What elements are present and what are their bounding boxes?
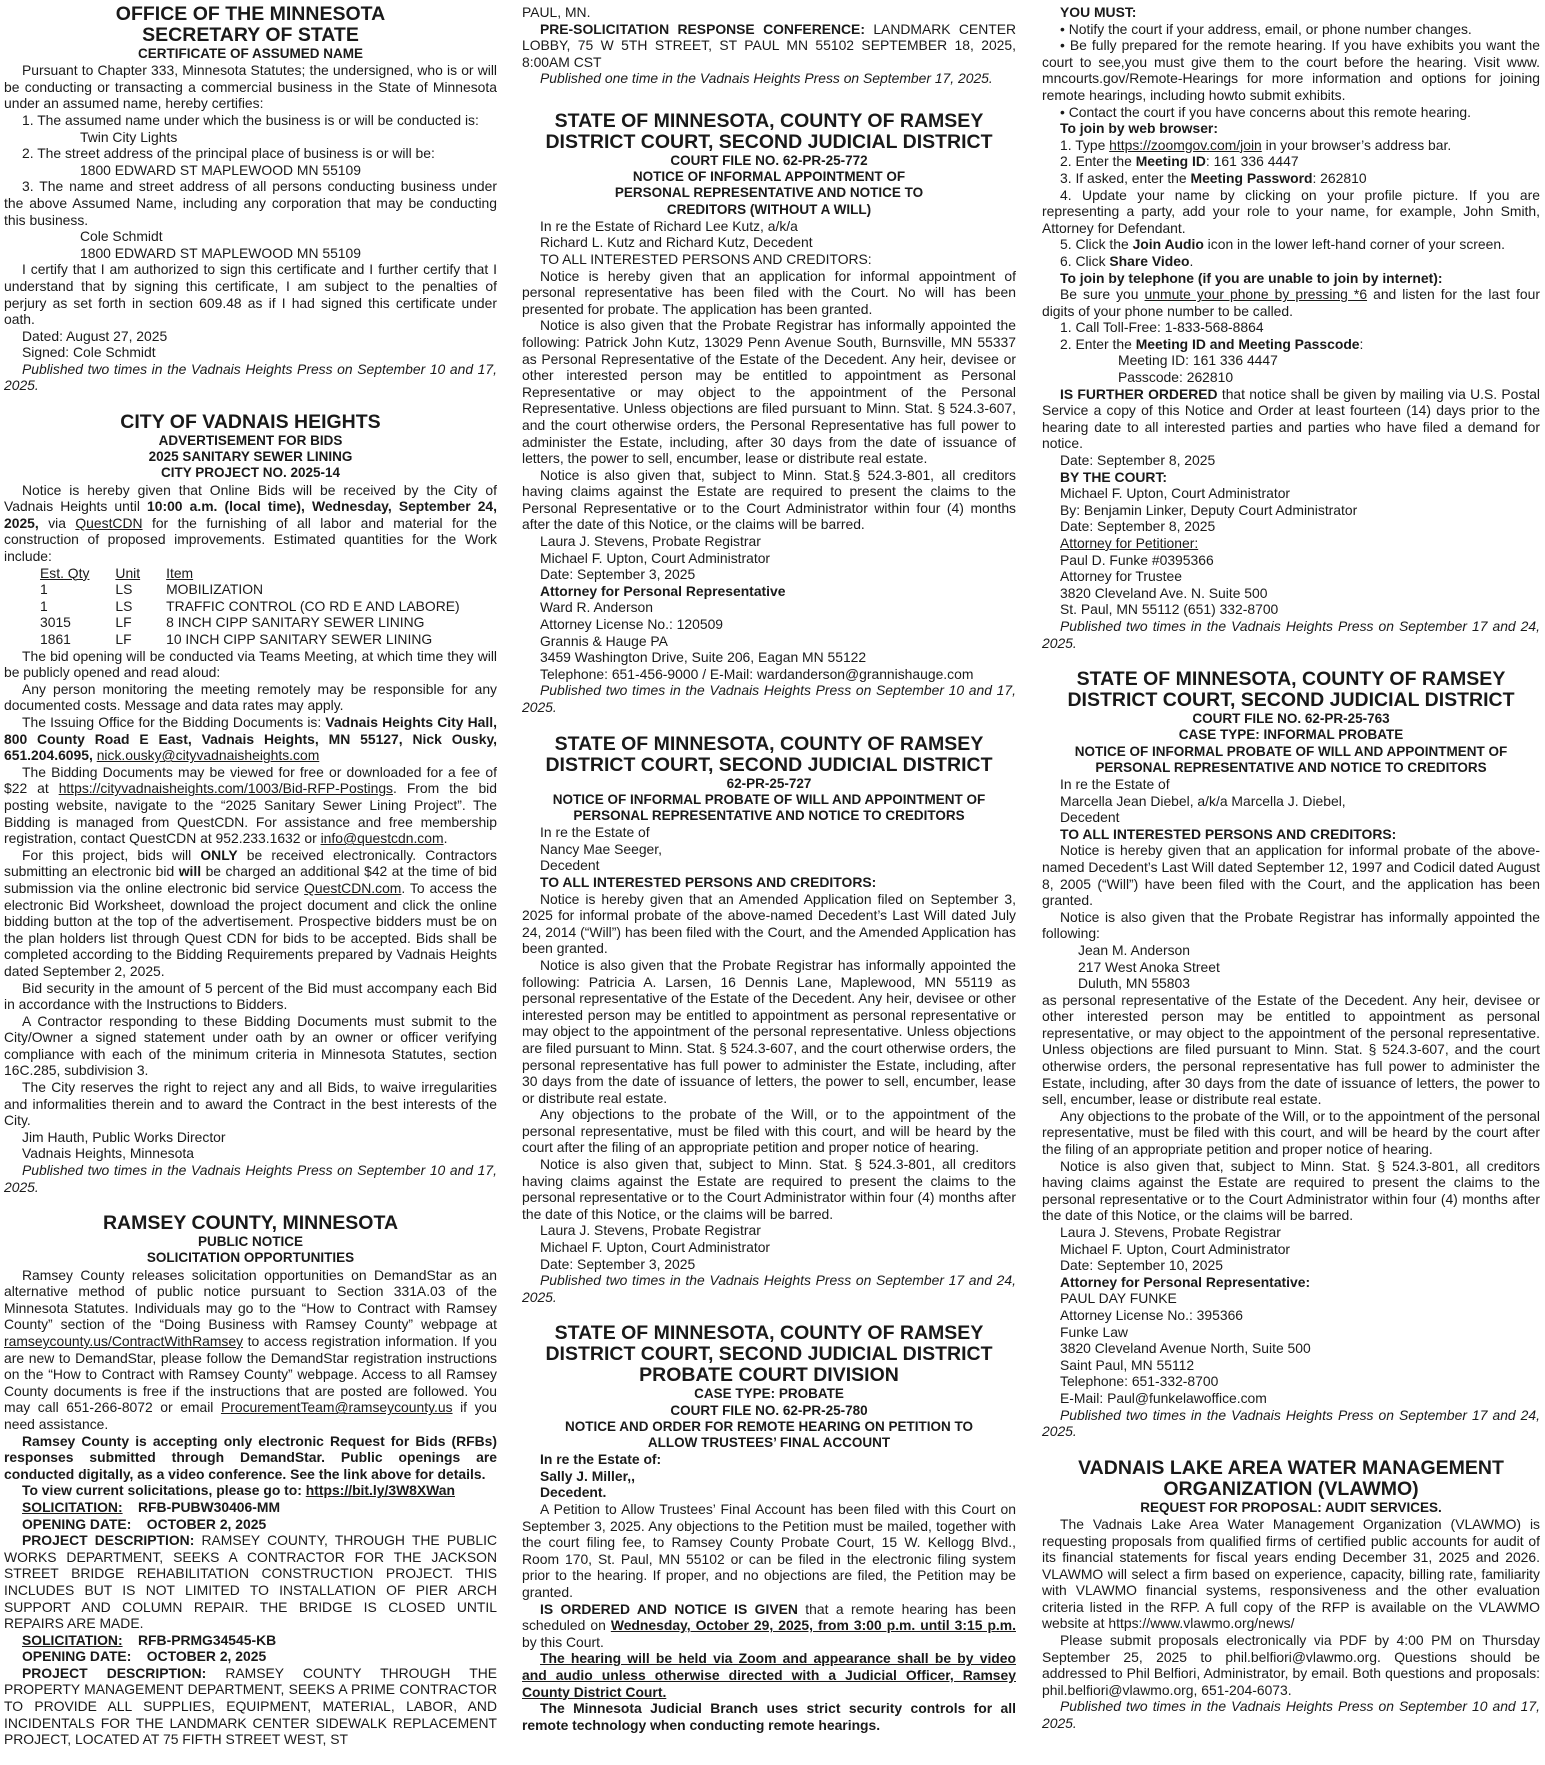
email-link[interactable]: ProcurementTeam@ramseycounty.us [220,1399,453,1416]
quantities-table [40,565,486,648]
paragraph: Attorney for Personal Representative: [1060,1273,1311,1290]
notice-miller-continued [1042,4,1540,651]
paragraph: YOU MUST: [1060,4,1137,20]
paragraph: Attorney License No.: 120509 [540,616,724,633]
notice-assumed-name [4,4,497,394]
column-3 [1042,4,1540,1732]
notice-subtitle: CITY PROJECT NO. 2025-14 [160,465,341,481]
notice-subtitle: CASE TYPE: INFORMAL PROBATE [1178,727,1404,743]
paragraph: 217 West Anoka Street [1078,958,1220,975]
paragraph: as personal representative of the Estate of the Decedent. Any heir, devisee or other interested person may be entitled to appointment as personal representative, or may object to the appointment of the personal representative. Unless objections are filed pursuant to Minn. Stat. § 524.3-607, and the court otherwise orders, the personal representative has full power to administer the Estate, including, after 30 days from the date of issuance of letters, the power to sell, encumber, lease or distribute real estate. [1042,991,1540,1108]
paragraph: • Contact the court if you have concerns about this remote hearing. [1060,103,1472,120]
notice-subtitle: REQUEST FOR PROPOSAL: AUDIT SERVICES. [1140,1499,1442,1515]
paragraph: 1. Call Toll-Free: 1-833-568-8864 [1060,319,1264,336]
paragraph: In re the Estate of: [540,1451,662,1468]
paragraph: Please submit proposals electronically via PDF by 4:00 PM on Thursday September 25, 2025 to phil.belfiori@vlawmo.org. Questions should be addressed to Phil Belfiori, Administrator, by email. Both questions and proposals: phil.belfiori@vlawmo.org, 651-204-6073. [1042,1632,1540,1698]
notice-title: PROBATE COURT DIVISION [639,1364,899,1387]
publication-line: Published two times in the Vadnais Heights Press on September 10 and 17, 2025. [522,682,1016,715]
paragraph: PAUL DAY FUNKE [1060,1290,1177,1307]
paragraph: IS ORDERED AND NOTICE IS GIVEN that a remote hearing has been scheduled on Wednesday, October 29, 2025, from 3:00 p.m. until 3:15 p.m. by this Court. [522,1600,1016,1650]
paragraph: IS FURTHER ORDERED that notice shall be given by mailing via U.S. Postal Service a copy of this Notice and Order at least fourteen (14) days prior to the hearing date to all interested parties and parties who have filed a demand for notice. [1042,385,1541,452]
notice-subtitle: NOTICE OF INFORMAL APPOINTMENT OF [632,169,906,185]
notice-miller-hearing [522,1323,1016,1733]
paragraph: Any person monitoring the meeting remotely may be responsible for any documented costs. Message and data rates may apply. [4,680,497,714]
paragraph: St. Paul, MN 55112 (651) 332-8700 [1060,601,1279,618]
notice-diebel-estate [1042,669,1540,1440]
paragraph: TO ALL INTERESTED PERSONS AND CREDITORS: [1060,825,1397,842]
paragraph: The Bidding Documents may be viewed for free or downloaded for a fee of $22 at https://cityvadnaisheights.com/1003/Bid-RFP-Postings. From the bid posting website, navigate to the “2025 Sanitary Sewer Lining Project”. The Bidding is managed from QuestCDN. For assistance and free membership registration, contact QuestCDN at 952.233.1632 or info@questcdn.com. [4,763,497,847]
notice-subtitle: PERSONAL REPRESENTATIVE AND NOTICE TO [614,185,924,201]
paragraph: Jim Hauth, Public Works Director [22,1128,226,1145]
paragraph: In re the Estate of [1060,775,1170,792]
paragraph: Grannis & Hauge PA [540,632,668,649]
notice-subtitle: COURT FILE NO. 62-PR-25-772 [670,152,868,168]
table-header: Est. Qty [40,564,90,581]
paragraph: E-Mail: Paul@funkelawoffice.com [1060,1389,1267,1406]
paragraph: 2. Enter the Meeting ID: 161 336 4447 [1060,153,1299,170]
paragraph: Passcode: 262810 [1118,369,1234,386]
table-row: 1 LS MOBILIZATION [40,581,264,598]
notice-subtitle: PUBLIC NOTICE [197,1234,303,1250]
opening-date-line: OPENING DATE: OCTOBER 2, 2025 [22,1648,267,1665]
paragraph: A Petition to Allow Trustees’ Final Account has been filed with this Court on September 3, 2025. Any objections to the Petition must be mailed, together with the court filing fee, to Ramsey County Probate Court, 15 W. Kellogg Blvd., Room 170, St. Paul, MN 55102 or can be filed in the electronic filing system prior to the hearing. If proper, and no objections are filed, the Petition may be granted. [522,1501,1016,1600]
paragraph: 2. The street address of the principal place of business is or will be: [22,145,435,162]
paragraph: Laura J. Stevens, Probate Registrar [1060,1224,1281,1240]
notice-subtitle: CERTIFICATE OF ASSUMED NAME [138,46,363,61]
paragraph: • Notify the court if your address, email, or phone number changes. [1060,20,1472,37]
paragraph: Michael F. Upton, Court Administrator [1060,485,1291,502]
notice-subtitle: COURT FILE NO. 62-PR-25-780 [670,1402,868,1418]
paragraph: Notice is also given that the Probate Registrar has informally appointed the following: Patrick John Kutz, 13029 Penn Avenue South, Burnsville, MN 55337 as Personal Representative of the Estate of the Decedent. Any heir, devisee or other interested person may be entitled to appointment as Personal Representative or may object to the appointment of the Personal Representative. Unless objections are filed pursuant to Minn. Stat. § 524.3-607, and the court otherwise orders, the Personal Representative has full power to administer the Estate, including, after 30 days from the date of issuance of letters, the power to sell, encumber, lease or distribute real estate. [522,317,1016,467]
paragraph: Date: September 10, 2025 [1060,1257,1223,1274]
paragraph: Decedent [540,857,600,874]
paragraph: Duluth, MN 55803 [1078,975,1190,992]
notice-subtitle: NOTICE OF INFORMAL PROBATE OF WILL AND APPOINTMENT OF [1074,743,1508,759]
paragraph: Notice is hereby given that an Amended Application filed on September 3, 2025 for informal probate of the above-named Decedent’s Last Will dated July 24, 2014 (“Will”) has been filed with the Court, and the Amended Application has been granted. [522,890,1016,957]
paragraph: The Vadnais Lake Area Water Management Organization (VLAWMO) is requesting proposals from qualified firms of certified public accounts for audit of its financial statements for fiscal years ending December 31, 2025 and 2026. VLAWMO will select a firm based on experience, capacity, billing rate, familiarity with VLAWMO financial systems, responsiveness and the other evaluation criteria listed in the RFP. A full copy of the RFP is available on the VLAWMO website at https://www.vlawmo.org/news/ [1042,1515,1540,1632]
notice-subtitle: CREDITORS (WITHOUT A WILL) [666,201,872,217]
paragraph: To join by web browser: [1060,120,1218,137]
table-header: Item [166,564,194,581]
paragraph: 1. The assumed name under which the business is or will be conducted is: [22,111,479,128]
paragraph: Signed: Cole Schmidt [22,344,156,361]
paragraph: Bid security in the amount of 5 percent of the Bid must accompany each Bid in accordance with the Instructions to Bidders. [4,979,497,1013]
paragraph: Michael F. Upton, Court Administrator [540,549,771,566]
paragraph: Date: September 8, 2025 [1060,518,1216,535]
column-2 [522,4,1016,1733]
notice-subtitle: 2025 SANITARY SEWER LINING [148,449,353,465]
notice-ramsey-solicitation [4,1213,497,1748]
paragraph: Marcella Jean Diebel, a/k/a Marcella J. Diebel, [1060,792,1346,809]
notice-title: STATE OF MINNESOTA, COUNTY OF RAMSEY [554,109,984,132]
paragraph: Twin City Lights [80,128,178,145]
solicitation-line: SOLICITATION: RFB-PRMG34545-KB [22,1631,277,1648]
paragraph: A Contractor responding to these Bidding Documents must submit to the City/Owner a signed statement under oath by an owner or officer verifying compliance with each of the minimum criteria in Minnesota Statutes, section 16C.285, subdivision 3. [4,1012,497,1079]
notice-title: DISTRICT COURT, SECOND JUDICIAL DISTRICT [545,753,993,776]
paragraph: Sally J. Miller,, [540,1467,635,1484]
paragraph: PROJECT DESCRIPTION: RAMSEY COUNTY THROUGH THE PROPERTY MANAGEMENT DEPARTMENT, SEEKS A PRIME CONTRACTOR TO PROVIDE ALL SUPPLIES, EQUIPMENT, MATERIAL, LABOR, AND INCIDENTALS FOR THE LANDMARK CENTER SIDEWALK REPLACEMENT PROJECT, LOCATED AT 75 FIFTH STREET WEST, ST [4,1664,497,1748]
publication-line: Published two times in the Vadnais Heights Press on September 10 and 17, 2025. [4,360,497,394]
paragraph: Ramsey County releases solicitation opportunities on DemandStar as an alternative method of public notice pursuant to Section 331A.03 of the Minnesota Statutes. Individuals may go to the “How to Contract with Ramsey County” section of the “Doing Business with Ramsey County” webpage at ramseycounty.us/ContractWithRamsey to access registration information. If you are new to DemandStar, please follow the DemandStar registration instructions on the “How to Contract with Ramsey County” webpage. Access to all Ramsey County documents is free if the instructions that are posted are followed. You may call 651-266-8072 or email ProcurementTeam@ramseycounty.us if you need assistance. [4,1266,498,1432]
paragraph: Dated: August 27, 2025 [22,327,168,344]
paragraph: Laura J. Stevens, Probate Registrar [540,1222,761,1239]
paragraph: To view current solicitations, please go to: https://bit.ly/3W8XWan [22,1482,455,1499]
notice-subtitle: NOTICE AND ORDER FOR REMOTE HEARING ON PETITION TO [564,1418,973,1434]
paragraph: Richard L. Kutz and Richard Kutz, Decedent [540,234,813,251]
paragraph: For this project, bids will ONLY be received electronically. Contractors submitting an electronic bid will be charged an additional $42 at the time of bid submission via the online electronic bid service QuestCDN.com. To access the electronic Bid Worksheet, download the project document and click the online bidding button at the top of the advertisement. Prospective bidders must be on the plan holders list through Quest CDN for bids to be accepted. Bids shall be completed according to the Bidding Requirements prepared by Vadnais Heights dated September 2, 2025. [4,846,497,979]
paragraph: Telephone: 651-332-8700 [1060,1373,1219,1390]
notice-subtitle: NOTICE OF INFORMAL PROBATE OF WILL AND APPOINTMENT OF [552,791,986,807]
publication-line: Published two times in the Vadnais Heights Press on September 10 and 17, 2025. [4,1162,497,1195]
notice-title: STATE OF MINNESOTA, COUNTY OF RAMSEY [1076,668,1506,691]
notice-title: ORGANIZATION (VLAWMO) [1163,1477,1419,1500]
publication-line: Published two times in the Vadnais Heights Press on September 17 and 24, 2025. [522,1272,1016,1305]
paragraph: PRE-SOLICITATION RESPONSE CONFERENCE: LANDMARK CENTER LOBBY, 75 W 5TH STREET, ST PAUL MN 55102 SEPTEMBER 18, 2025, 8:00AM CST [522,20,1017,70]
column-1 [4,4,497,1748]
paragraph: Date: September 8, 2025 [1060,452,1216,469]
notice-title: RAMSEY COUNTY, MINNESOTA [102,1212,399,1235]
paragraph: The City reserves the right to reject any and all Bids, to waive irregularities and informalities therein and to award the Contract in the best interests of the City. [4,1079,497,1129]
email-link[interactable]: info@questcdn.com [320,830,444,847]
solicitation-line: SOLICITATION: RFB-PUBW30406-MM [22,1498,281,1515]
paragraph: Notice is also given that, subject to Minn. Stat.§ 524.3-801, all creditors having claims against the Estate are required to present the claims to the Personal Representative or to the Court Administrator within four (4) months after the date of this Notice, or the claims will be barred. [522,466,1016,533]
table-row: 1861 LF 10 INCH CIPP SANITARY SEWER LINING [40,631,433,648]
notice-vlawmo-rfp [1042,1458,1540,1732]
paragraph: In re the Estate of [540,824,650,841]
notice-ramsey-continued [522,4,1016,87]
paragraph: Notice is also given that, subject to Minn. Stat. § 524.3-801, all creditors having claims against the Estate are required to present the claims to the personal representative or to the Court Administrator within four (4) months after the date of this Notice, or the claims will be barred. [1042,1157,1540,1224]
paragraph: Pursuant to Chapter 333, Minnesota Statutes; the undersigned, who is or will be conducting or transacting a commercial business in the State of Minnesota under an assumed name, hereby certifies: [4,62,497,112]
table-row: 1 LS TRAFFIC CONTROL (CO RD E AND LABORE) [40,597,460,614]
publication-line: Published one time in the Vadnais Heights Press on September 17, 2025. [540,70,993,87]
notice-title: STATE OF MINNESOTA, COUNTY OF RAMSEY [554,1322,984,1345]
zoomgov-link[interactable]: https://zoomgov.com/join [1109,136,1262,153]
paragraph: I certify that I am authorized to sign this certificate and I further certify that I understand that by signing this certificate, I am subject to the penalties of perjury as set forth in section 609.48 as if I had signed this certificate under oath. [4,261,497,328]
paragraph: Notice is also given that, subject to Minn. Stat. § 524.3-801, all creditors having claims against the Estate are required to present the claims to the personal representative or to the Court Administrator within four (4) months after the date of this Notice, or the claims will be barred. [522,1156,1016,1222]
publication-line: Published two times in the Vadnais Heights Press on September 17 and 24, 2025. [1042,617,1540,651]
notice-title: OFFICE OF THE MINNESOTA [115,3,386,25]
notice-subtitle: PERSONAL REPRESENTATIVE AND NOTICE TO CREDITORS [573,808,965,823]
paragraph: Jean M. Anderson [1078,941,1190,958]
paragraph: Attorney for Trustee [1060,568,1182,585]
paragraph: The Issuing Office for the Bidding Documents is: Vadnais Heights City Hall, 800 County Road E East, Vadnais Heights, MN 55127, Nick Ousky, 651.204.6095, nick.ousky@cityvadnaisheights.com [4,714,497,764]
paragraph: • Be fully prepared for the remote hearing. If you have exhibits you want the court to see,you must give them to the court before the hearing. Visit www. mncourts.gov/Remote-Hearings for more information and options for joining remote hearings, including howto submit exhibits. [1042,37,1540,103]
paragraph: Michael F. Upton, Court Administrator [1060,1240,1291,1257]
paragraph: 1800 EDWARD ST MAPLEWOOD MN 55109 [80,161,361,178]
paragraph: Cole Schmidt [80,228,163,245]
publication-line: Published two times in the Vadnais Heights Press on September 10 and 17, 2025. [1042,1698,1540,1732]
table-header: Unit [115,564,141,581]
paragraph: The hearing will be held via Zoom and appearance shall be by video and audio unless otherwise directed with a Judicial Officer, Ramsey County District Court. [522,1650,1016,1700]
notice-subtitle: ADVERTISEMENT FOR BIDS [158,433,343,449]
paragraph: 1800 EDWARD ST MAPLEWOOD MN 55109 [80,244,361,261]
notice-vadnais-bids [4,412,497,1195]
notice-title: DISTRICT COURT, SECOND JUDICIAL DISTRICT [545,1343,993,1366]
paragraph: 3. If asked, enter the Meeting Password: 262810 [1060,169,1367,186]
paragraph: PROJECT DESCRIPTION: RAMSEY COUNTY, THROUGH THE PUBLIC WORKS DEPARTMENT, SEEKS A CONTRACTOR FOR THE JACKSON STREET BRIDGE REHABILITATION CONSTRUCTION PROJECT. THIS INCLUDES BUT IS NOT LIMITED TO INSTALLATION OF PIER ARCH SUPPORT AND COLUMN REPAIR. THE BRIDGE IS CLOSED UNTIL REPAIRS ARE MADE. [4,1532,497,1632]
notice-subtitle: COURT FILE NO. 62-PR-25-763 [1192,711,1390,727]
opening-date-line: OPENING DATE: OCTOBER 2, 2025 [22,1515,267,1532]
paragraph: 4. Update your name by clicking on your profile picture. If you are representing a party, add your role to your name, for example, John Smith, Attorney for Defendant. [1042,186,1540,236]
notice-subtitle: PERSONAL REPRESENTATIVE AND NOTICE TO CREDITORS [1095,759,1487,775]
paragraph: By: Benjamin Linker, Deputy Court Administrator [1060,501,1358,518]
paragraph: BY THE COURT: [1060,468,1168,485]
publication-line: Published two times in the Vadnais Heights Press on September 17 and 24, 2025. [1042,1406,1540,1440]
notice-subtitle: SOLICITATION OPPORTUNITIES [146,1250,355,1266]
notice-title: VADNAIS LAKE AREA WATER MANAGEMENT [1078,1456,1504,1479]
paragraph: 3820 Cleveland Avenue North, Suite 500 [1060,1340,1311,1357]
paragraph: 6. Click Share Video. [1060,252,1194,269]
paragraph: Michael F. Upton, Court Administrator [540,1239,771,1256]
paragraph: 3459 Washington Drive, Suite 206, Eagan MN 55122 [540,649,867,666]
bid-url-link[interactable]: https://cityvadnaisheights.com/1003/Bid-RFP-Postings [58,780,393,797]
ramsey-link[interactable]: ramseycounty.us/ContractWithRamsey [4,1333,244,1349]
paragraph: Any objections to the probate of the Will, or to the appointment of the personal representative, must be filed with this court, and will be heard by the court after the filing of an appropriate petition and proper notice of hearing. [1042,1107,1540,1158]
paragraph: Date: September 3, 2025 [540,1255,696,1272]
notice-title: DISTRICT COURT, SECOND JUDICIAL DISTRICT [1067,689,1515,712]
paragraph: Decedent. [540,1484,607,1501]
paragraph: Nancy Mae Seeger, [540,840,662,857]
paragraph: The bid opening will be conducted via Teams Meeting, at which time they will be publicly opened and read aloud: [4,647,497,681]
paragraph: Paul D. Funke #0395366 [1060,551,1214,568]
paragraph: Meeting ID: 161 336 4447 [1118,352,1278,369]
table-row: 3015 LF 8 INCH CIPP SANITARY SEWER LINING [40,614,425,631]
paragraph: To join by telephone (if you are unable to join by internet): [1060,269,1443,286]
paragraph: Telephone: 651-456-9000 / E-Mail: wardanderson@grannishauge.com [540,665,974,682]
paragraph: TO ALL INTERESTED PERSONS AND CREDITORS: [540,873,877,890]
notice-title: CITY OF VADNAIS HEIGHTS [120,411,381,434]
paragraph: 5. Click the Join Audio icon in the lower left-hand corner of your screen. [1060,236,1505,253]
paragraph: PAUL, MN. [522,4,591,20]
paragraph: Vadnais Heights, Minnesota [22,1145,194,1162]
paragraph: Decedent [1060,809,1120,826]
paragraph: Notice is hereby given that an application for informal appointment of personal representative has been filed with the Court. No will has been presented for probate. The application has been granted. [522,267,1016,317]
paragraph: In re the Estate of Richard Lee Kutz, a/k/a [540,217,798,234]
paragraph: Date: September 3, 2025 [540,566,696,583]
paragraph: Attorney for Personal Representative [540,582,786,599]
paragraph: Be sure you unmute your phone by pressing *6 and listen for the last four digits of your phone number to be called. [1042,286,1540,319]
paragraph: Attorney License No.: 395366 [1060,1306,1244,1323]
paragraph: The Minnesota Judicial Branch uses strict security controls for all remote technology when conducting remote hearings. [522,1700,1016,1733]
paragraph: Notice is also given that the Probate Registrar has informally appointed the following: Patricia A. Larsen, 16 Dennis Lane, Maplewood, MN 55119 as personal representative of the Estate of the Decedent. Any heir, devisee or other interested person may be entitled to appointment as personal representative or may object to the appointment of the personal representative. Unless objections are filed pursuant to Minn. Stat. § 524.3-607, and the court otherwise orders, the personal representative has full power to administer the Estate, including, after 30 days from the date of issuance of letters, the power to sell, encumber, lease or distribute real estate. [522,956,1016,1106]
notice-subtitle: 62-PR-25-727 [726,775,812,791]
paragraph: Ward R. Anderson [540,599,653,616]
paragraph: TO ALL INTERESTED PERSONS AND CREDITORS: [540,250,872,267]
notice-subtitle: CASE TYPE: PROBATE [694,1386,844,1402]
solicitations-link[interactable]: https://bit.ly/3W8XWan [305,1482,455,1499]
paragraph: Laura J. Stevens, Probate Registrar [540,533,761,550]
paragraph: Saint Paul, MN 55112 [1060,1356,1195,1373]
paragraph: Notice is hereby given that an application for informal probate of the above-named Decedent’s Last Will dated September 12, 1997 and Codicil dated August 8, 2005 (“Will”) have been filed with the Court, and the application has been granted. [1042,842,1540,909]
paragraph: Notice is also given that the Probate Registrar has informally appointed the following: [1042,908,1540,942]
paragraph: 2. Enter the Meeting ID and Meeting Passcode: [1060,335,1364,352]
paragraph: 1. Type https://zoomgov.com/join in your browser’s address bar. [1060,136,1452,153]
notice-title: DISTRICT COURT, SECOND JUDICIAL DISTRICT [545,130,993,153]
notice-title: SECRETARY OF STATE [142,24,359,46]
paragraph: Attorney for Petitioner: [1060,535,1199,551]
notice-kutz-estate [522,111,1016,716]
paragraph: Ramsey County is accepting only electronic Request for Bids (RFBs) responses submitted through DemandStar. Public openings are conducted digitally, as a video conference. See the link above for details. [4,1432,497,1482]
notice-title: STATE OF MINNESOTA, COUNTY OF RAMSEY [554,732,984,755]
paragraph: Notice is hereby given that Online Bids will be received by the City of Vadnais Heights until 10:00 a.m. (local time), Wednesday, September 24, 2025, via QuestCDN for the furnishing of all labor and material for the construction of proposed improvements. Estimated quantities for the Work include: [4,481,497,565]
questcdn-link[interactable]: QuestCDN [75,514,143,531]
paragraph: Funke Law [1060,1323,1128,1340]
email-link[interactable]: nick.ousky@cityvadnaisheights.com [96,747,320,764]
questcdn-link[interactable]: QuestCDN.com [304,879,402,896]
notice-subtitle: ALLOW TRUSTEES’ FINAL ACCOUNT [647,1435,891,1451]
paragraph: 3. The name and street address of all persons conducting business under the above Assumed Name, including any corporation that may be conducting this business. [4,178,497,228]
paragraph: Any objections to the probate of the Will, or to the appointment of the personal representative, must be filed with this court, and will be heard by the court after the filing of an appropriate petition and proper notice of hearing. [522,1106,1016,1156]
notice-seeger-estate [522,734,1016,1306]
paragraph: 3820 Cleveland Ave. N. Suite 500 [1060,584,1268,601]
